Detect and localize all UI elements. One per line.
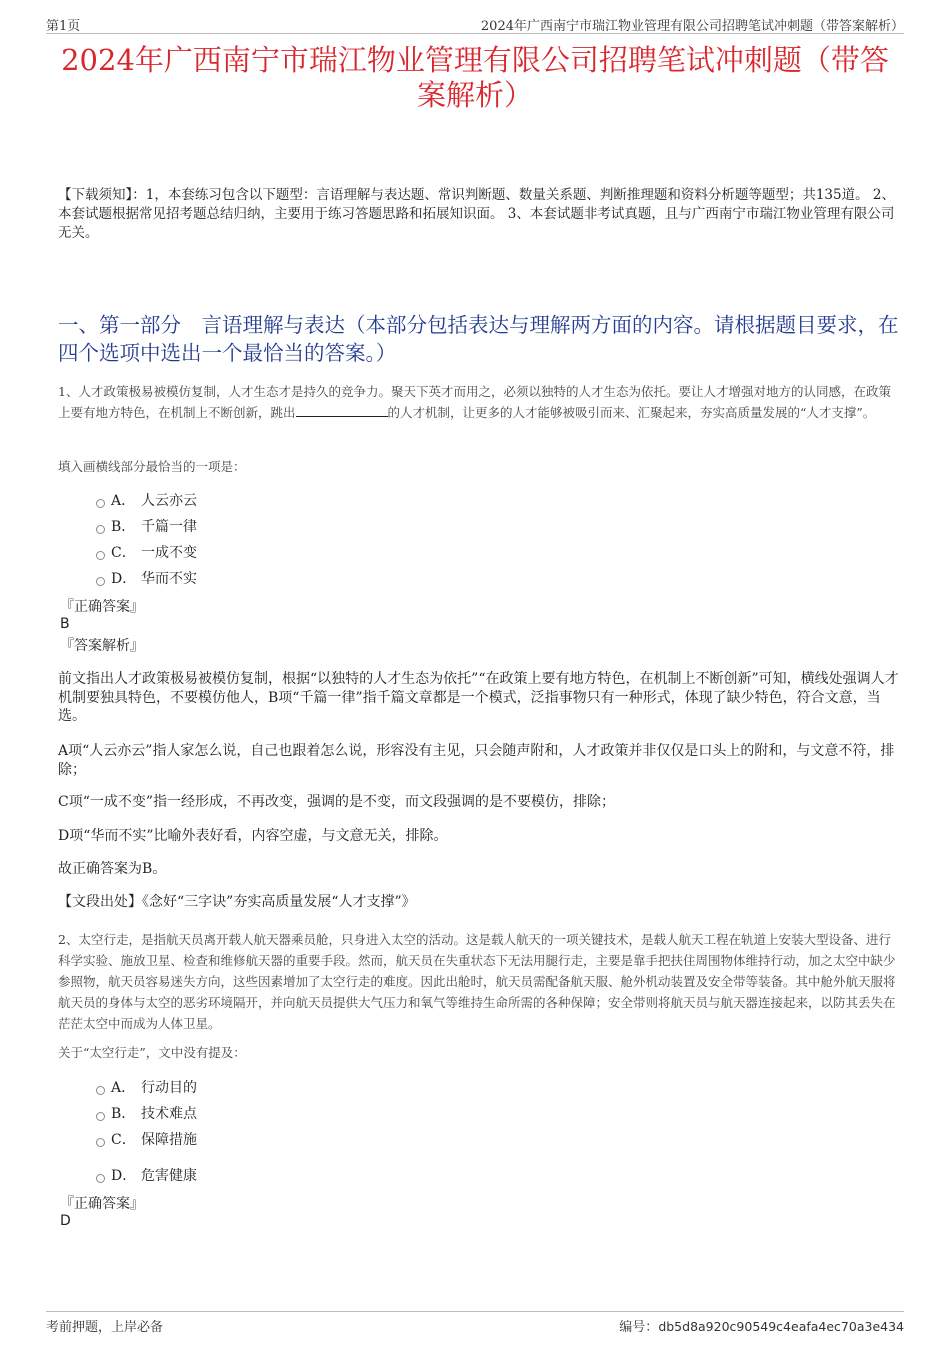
answer-label: 『正确答案』	[60, 1196, 144, 1212]
page-header	[46, 12, 904, 34]
page-number: 第1页	[46, 19, 81, 34]
page-footer	[46, 1311, 904, 1333]
page-title: 2024年广西南宁市瑞江物业管理有限公司招聘笔试冲刺题（带答案解析）	[61, 43, 889, 112]
option-a[interactable]: A． 行动目的	[96, 1078, 197, 1098]
analysis-label: 『答案解析』	[60, 638, 144, 654]
answer-value: B	[60, 616, 70, 632]
answer-value: D	[60, 1213, 71, 1229]
analysis-paragraph: A项“人云亦云”指人家怎么说，自己也跟着怎么说，形容没有主见，只会随声附和，人才政策并非仅仅是口头上的附和，与文意不符，排除；	[58, 743, 895, 778]
radio-icon[interactable]	[96, 577, 105, 586]
fill-blank	[296, 404, 388, 417]
radio-icon[interactable]	[96, 1174, 105, 1183]
question-2-ask: 关于“太空行走”，文中没有提及：	[58, 1045, 246, 1060]
question-1-ask: 填入画横线部分最恰当的一项是：	[58, 459, 246, 474]
option-d[interactable]: D． 华而不实	[96, 569, 197, 589]
answer-label: 『正确答案』	[60, 599, 144, 615]
footer-slogan: 考前押题，上岸必备	[46, 1320, 164, 1335]
option-b[interactable]: B． 千篇一律	[96, 517, 197, 537]
section-heading: 一、第一部分 言语理解与表达（本部分包括表达与理解两方面的内容。请根据题目要求，在四个选项中选出一个最恰当的答案。）	[58, 313, 899, 365]
radio-icon[interactable]	[96, 1086, 105, 1095]
radio-icon[interactable]	[96, 499, 105, 508]
radio-icon[interactable]	[96, 1138, 105, 1147]
question-2-text: 2、太空行走，是指航天员离开载人航天器乘员舱，只身进入太空的活动。这是载人航天的一项关键技术，是载人航天工程在轨道上安装大型设备、进行科学实验、施放卫星、检查和维修航天器的重要手段。然而，航天员在失重状态下无法用腿行走，主要是靠手把扶住周围物体维持行动，加之太空中缺少参照物，航天员容易迷失方向，这些因素增加了太空行走的难度。因此出舱时，航天员需配备航天服、舱外机动装置及安全带等装备。其中舱外航天服将航天员的身体与太空的恶劣环境隔开，并向航天员提供大气压力和氧气等维持生命所需的各种保障；安全带则将航天员与航天器连接起来，以防其丢失在茫茫太空中而成为人体卫星。	[58, 932, 896, 1031]
analysis-paragraph: 前文指出人才政策极易被模仿复制，根据“以独特的人才生态为依托”“在政策上要有地方特色，在机制上不断创新”可知，横线处强调人才机制要独具特色，不要模仿他人，B项“千篇一律”指千篇文章都是一个模式，泛指事物只有一种形式，体现了缺少特色，符合文意，当选。	[58, 671, 899, 724]
doc-code: 编号：db5d8a920c90549c4eafa4ec70a3e434	[619, 1319, 904, 1335]
option-d[interactable]: D． 危害健康	[96, 1166, 197, 1186]
option-a[interactable]: A． 人云亦云	[96, 491, 197, 511]
option-b[interactable]: B． 技术难点	[96, 1104, 197, 1124]
radio-icon[interactable]	[96, 1112, 105, 1121]
question-1-text: 1、人才政策极易被模仿复制，人才生态才是持久的竞争力。聚天下英才而用之，必须以独特的人才生态为依托。要让人才增强对地方的认同感，在政策上要有地方特色，在机制上不断创新，跳出 的人才机制，让更多的人才能够被吸引而来、汇聚起来，夯实高质量发展的“人才支撑”。	[58, 384, 891, 420]
radio-icon[interactable]	[96, 525, 105, 534]
option-c[interactable]: C． 保障措施	[96, 1130, 197, 1150]
download-notice: 【下载须知】：1，本套练习包含以下题型：言语理解与表达题、常识判断题、数量关系题、判断推理题和资料分析题等题型；共135道。 2、本套试题根据常见招考题总结归纳，主要用于练习答题思路和拓展知识面。 3、本套试题非考试真题，且与广西南宁市瑞江物业管理有限公司无关。	[58, 187, 895, 241]
option-c[interactable]: C． 一成不变	[96, 543, 197, 563]
analysis-paragraph: C项“一成不变”指一经形成，不再改变，强调的是不变，而文段强调的是不要模仿，排除；	[58, 794, 616, 810]
source-citation: 【文段出处】《念好“三字诀”夯实高质量发展“人才支撑”》	[58, 894, 416, 910]
analysis-conclusion: 故正确答案为B。	[58, 861, 167, 877]
radio-icon[interactable]	[96, 551, 105, 560]
header-doc-title: 2024年广西南宁市瑞江物业管理有限公司招聘笔试冲刺题（带答案解析）	[480, 19, 904, 34]
analysis-paragraph: D项“华而不实”比喻外表好看，内容空虚，与文意无关，排除。	[58, 828, 448, 844]
